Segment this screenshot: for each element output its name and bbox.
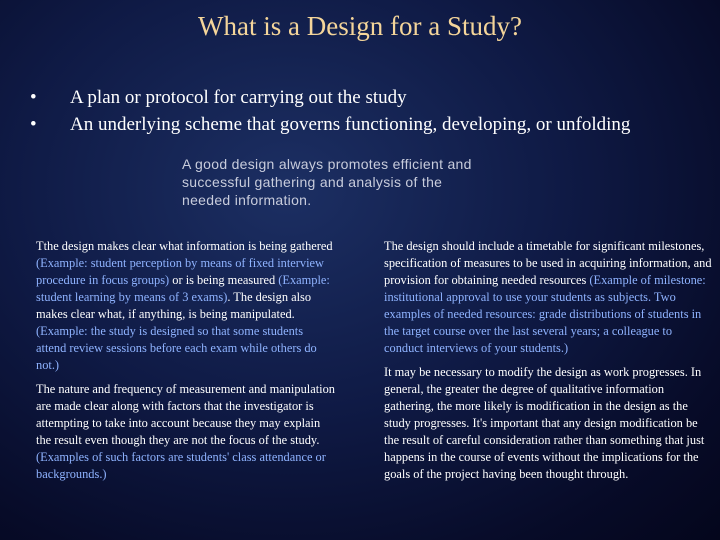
right-column [384,238,714,490]
text-segment: . The design also makes clear what, if anything, is being manipulated. [36,290,312,321]
left-paragraph-1 [36,238,336,374]
text-segment: or is being measured [169,273,279,287]
bullet-marker: • [30,87,37,108]
example-text: (Example: student perception by means of fixed interview procedure in focus groups) [36,256,324,287]
bullet-text: An underlying scheme that governs functioning, developing, or unfolding [70,114,631,135]
text-segment: The design should include a timetable for significant milestones, specification of measures to be used in acquiring information, and provision for obtaining needed resources [384,239,712,287]
bullet-list [26,84,706,138]
example-text: (Example: the study is designed so that some students attend review sessions before each exam while others do not.) [36,324,317,372]
left-paragraph-2 [36,381,336,483]
bullet-item [26,111,706,138]
example-text: (Example of milestone: institutional approval to use your students as subjects. Two examples of needed resources: grade distributions of students in the target course over the last several years; a colleague to conduct interviews of your students.) [384,273,706,355]
bullet-text: A plan or protocol for carrying out the study [70,87,407,108]
text-segment: Tthe design makes clear what information is being gathered [36,239,333,253]
text-segment: The nature and frequency of measurement and manipulation are made clear along with factors that the investigator is attempting to take into account because they may explain the result even though they are not the focus of the study. [36,382,335,447]
right-paragraph-2: It may be necessary to modify the design as work progresses. In general, the greater the degree of qualitative information gathering, the more likely is modification in the design as the study progresses. It's important that any design modification be the result of careful consideration rather than something that just happens in the course of events without the implications for the goals of the project having been thought through. [384,365,705,481]
example-text: (Examples of such factors are students' class attendance or backgrounds.) [36,450,326,481]
slide-title: What is a Design for a Study? [198,11,522,41]
callout-text: A good design always promotes efficient and successful gathering and analysis of the needed information. [182,156,472,208]
bullet-item [26,84,706,111]
example-text: (Example: student learning by means of 3 exams) [36,273,330,304]
left-column [36,238,336,490]
right-paragraph-1 [384,238,714,357]
bullet-marker: • [30,114,37,135]
